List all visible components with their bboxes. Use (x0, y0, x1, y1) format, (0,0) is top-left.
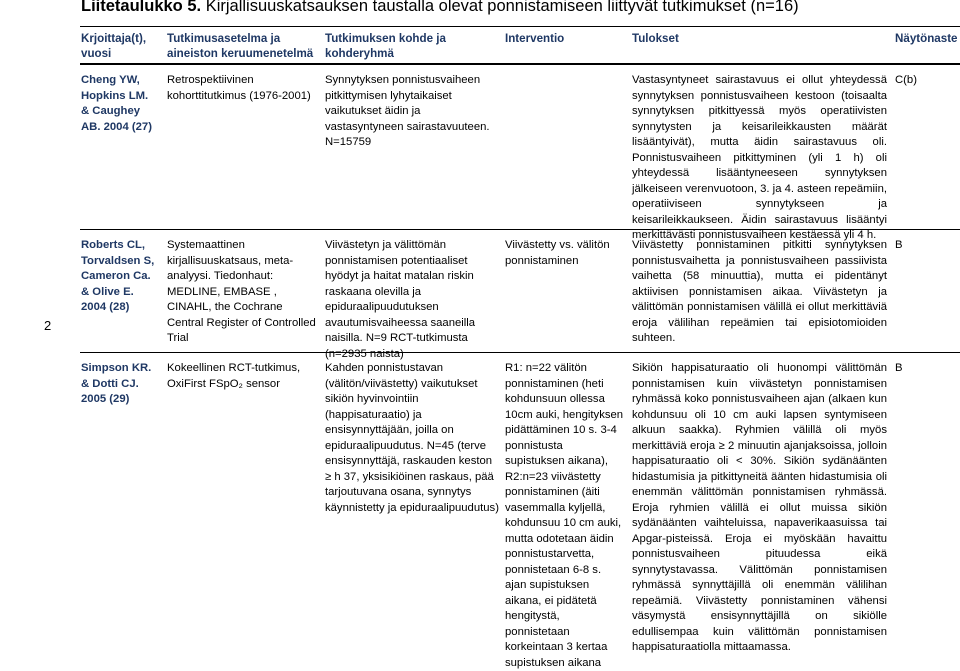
header-rule (80, 63, 960, 65)
row-2-intervention: Viivästetty vs. välitön ponnistaminen (505, 239, 610, 267)
row-1-target: Synnytyksen ponnistusvaiheen pitkittymisen lyhytaikaiset vaikutukset äidin ja vastasyntyneen sairastavuuteen. N=15759 (325, 74, 490, 148)
header-intervention: Interventio (505, 32, 565, 45)
top-rule (80, 26, 960, 27)
row-1-results: Vastasyntyneet sairastavuus ei ollut yhteydessä synnytyksen ponnistusvaiheen kestoon (toisaalta synnytyksen pitkittyessä myös operatiivisten synnytysten ja keisarileikkausten määrät lisääntyivät), mutta äidin sairastavuus oli. Ponnistusvaiheen pitkittyminen (yli 1 h) oli yhteydessä lisääntyneeseen synnytyksen jälkeiseen verenvuotoon, 3. ja 4. asteen repeämiin, operatiiviseen synnytykseen ja keisarileikkaukseen. Äidin sairastavuus lisääntyi merkittävästi ponnistusvaiheen kestäessä yli 4 h. (632, 74, 887, 241)
row-3-intervention: R1: n=22 välitön ponnistaminen (heti kohdunsuun ollessa 10cm auki, hengityksen pidättäminen 10 s. 3-4 ponnistusta supistuksen aikana), R2:n=23 viivästetty ponnistaminen (äiti vasemmalla kyljellä, kohdunsuu 10 cm auki, mutta odotetaan äidin ponnistustarvetta, ponnistetaan 6-8 s. ajan supistuksen aikana, ei pidätetä hengitystä, ponnistetaan korkeintaan 3 kertaa supistuksen aikana (505, 362, 624, 669)
row-1-evidence: C(b) (895, 74, 917, 86)
row-1-author: Cheng YW, Hopkins LM. & Caughey AB. 2004 (27) (81, 74, 152, 133)
row-2-rule (80, 352, 960, 353)
row-1-design: Retrospektiivinen kohorttitutkimus (1976-2001) (167, 74, 311, 102)
row-3-author: Simpson KR. & Dotti CJ. 2005 (29) (81, 362, 152, 405)
header-evidence: Näytönaste (895, 32, 958, 45)
table-title-label: Liitetaulukko 5. (81, 0, 202, 15)
row-3-evidence: B (895, 362, 903, 374)
row-3-target: Kahden ponnistustavan (välitön/viivästetty) vaikutukset sikiön hyvinvointiin (happisaturaatio) ja ensisynnyttäjään, joilla on epiduraalipuudutus. N=45 (terve ensisynnyttäjä, raskauden keston ≥ h 37, yksisikiöinen raskaus, pää tarjoutuvana osana, synnytys käynnistetty ja epiduraalipuudutus) (325, 362, 499, 514)
page-number: 2 (44, 318, 52, 333)
header-target: Tutkimuksen kohde ja kohderyhmä (325, 32, 446, 60)
header-design: Tutkimusasetelma ja aineiston keruumenetelmä (167, 32, 314, 60)
table-title-text: Kirjallisuuskatsauksen taustalla olevat ponnistamiseen liittyvät tutkimukset (n=16) (205, 0, 799, 15)
header-results: Tulokset (632, 32, 679, 45)
row-1-rule (80, 229, 960, 230)
header-author: Krjoittaja(t), vuosi (81, 32, 147, 60)
table-title (81, 0, 799, 16)
row-2-results: Viivästetty ponnistaminen pitkitti synnytyksen ponnistusvaihetta ja ponnistusvaiheen passiivista vaihetta (58 minuuttia), mutta ei pidentänyt aktiivisen ponnistamisen aikaa. Viivästetyn ja välittömän ponnistamisen välillä ei ollut merkittäviä eroja välilihan repeämien tai episiotomioiden suhteen. (632, 239, 887, 344)
row-2-author: Roberts CL, Torvaldsen S, Cameron Ca. & Olive E. 2004 (28) (81, 239, 155, 313)
row-2-evidence: B (895, 239, 903, 251)
row-2-design: Systemaattinen kirjallisuuskatsaus, meta-analyysi. Tiedonhaut: MEDLINE, EMBASE , CINAHL, the Cochrane Central Register of Controlled Trial (167, 239, 316, 344)
row-3-results: Sikiön happisaturaatio oli huonompi välittömän ponnistamisen kuin viivästetyn ponnistamisen ryhmässä koko ponnistusvaiheen ajan (alkaen kun kohdunsuu oli 10 cm auki lapsen syntymiseen alkuun saakka). Ryhmien välillä oli myös merkittäviä eroja ≥ 2 minuutin ajanjaksoissa, jolloin happisaturaatio oli < 30%. Sikiön sydänäänten hidastumisia ja pitkittyneitä äänten hidastumisia oli enemmän välittömän ponnistamisen ryhmässä. Eroja ryhmien välillä ei ollut muissa sikiön sydänäänten vaihteluissa, napaverikaasuissa tai Apgar-pisteissä. Eroja ei myöskään havaittu ponnistusvaiheen pituudessa eikä synnytystavassa. Välittömän ponnistamisen ryhmässä synnyttäjillä oli enemmän välilihan repeämiä. Viivästetty ponnistaminen vähensi väsymystä ensisynnyttäjillä on sikiölle edullisempaa kuin välittömän ponnistamisen happisaturaatiolla mittaamassa. (632, 362, 887, 653)
row-3-design: Kokeellinen RCT-tutkimus, OxiFirst FSpO₂ sensor (167, 362, 301, 390)
row-2-target: Viivästetyn ja välittömän ponnistamisen potentiaaliset hyödyt ja haitat matalan riskin raskaana olevilla ja epiduraalipuudutuksen avautumisvaiheessa saaneilla naisilla. N=9 RCT-tutkimusta (n=2935 naista) (325, 239, 476, 360)
